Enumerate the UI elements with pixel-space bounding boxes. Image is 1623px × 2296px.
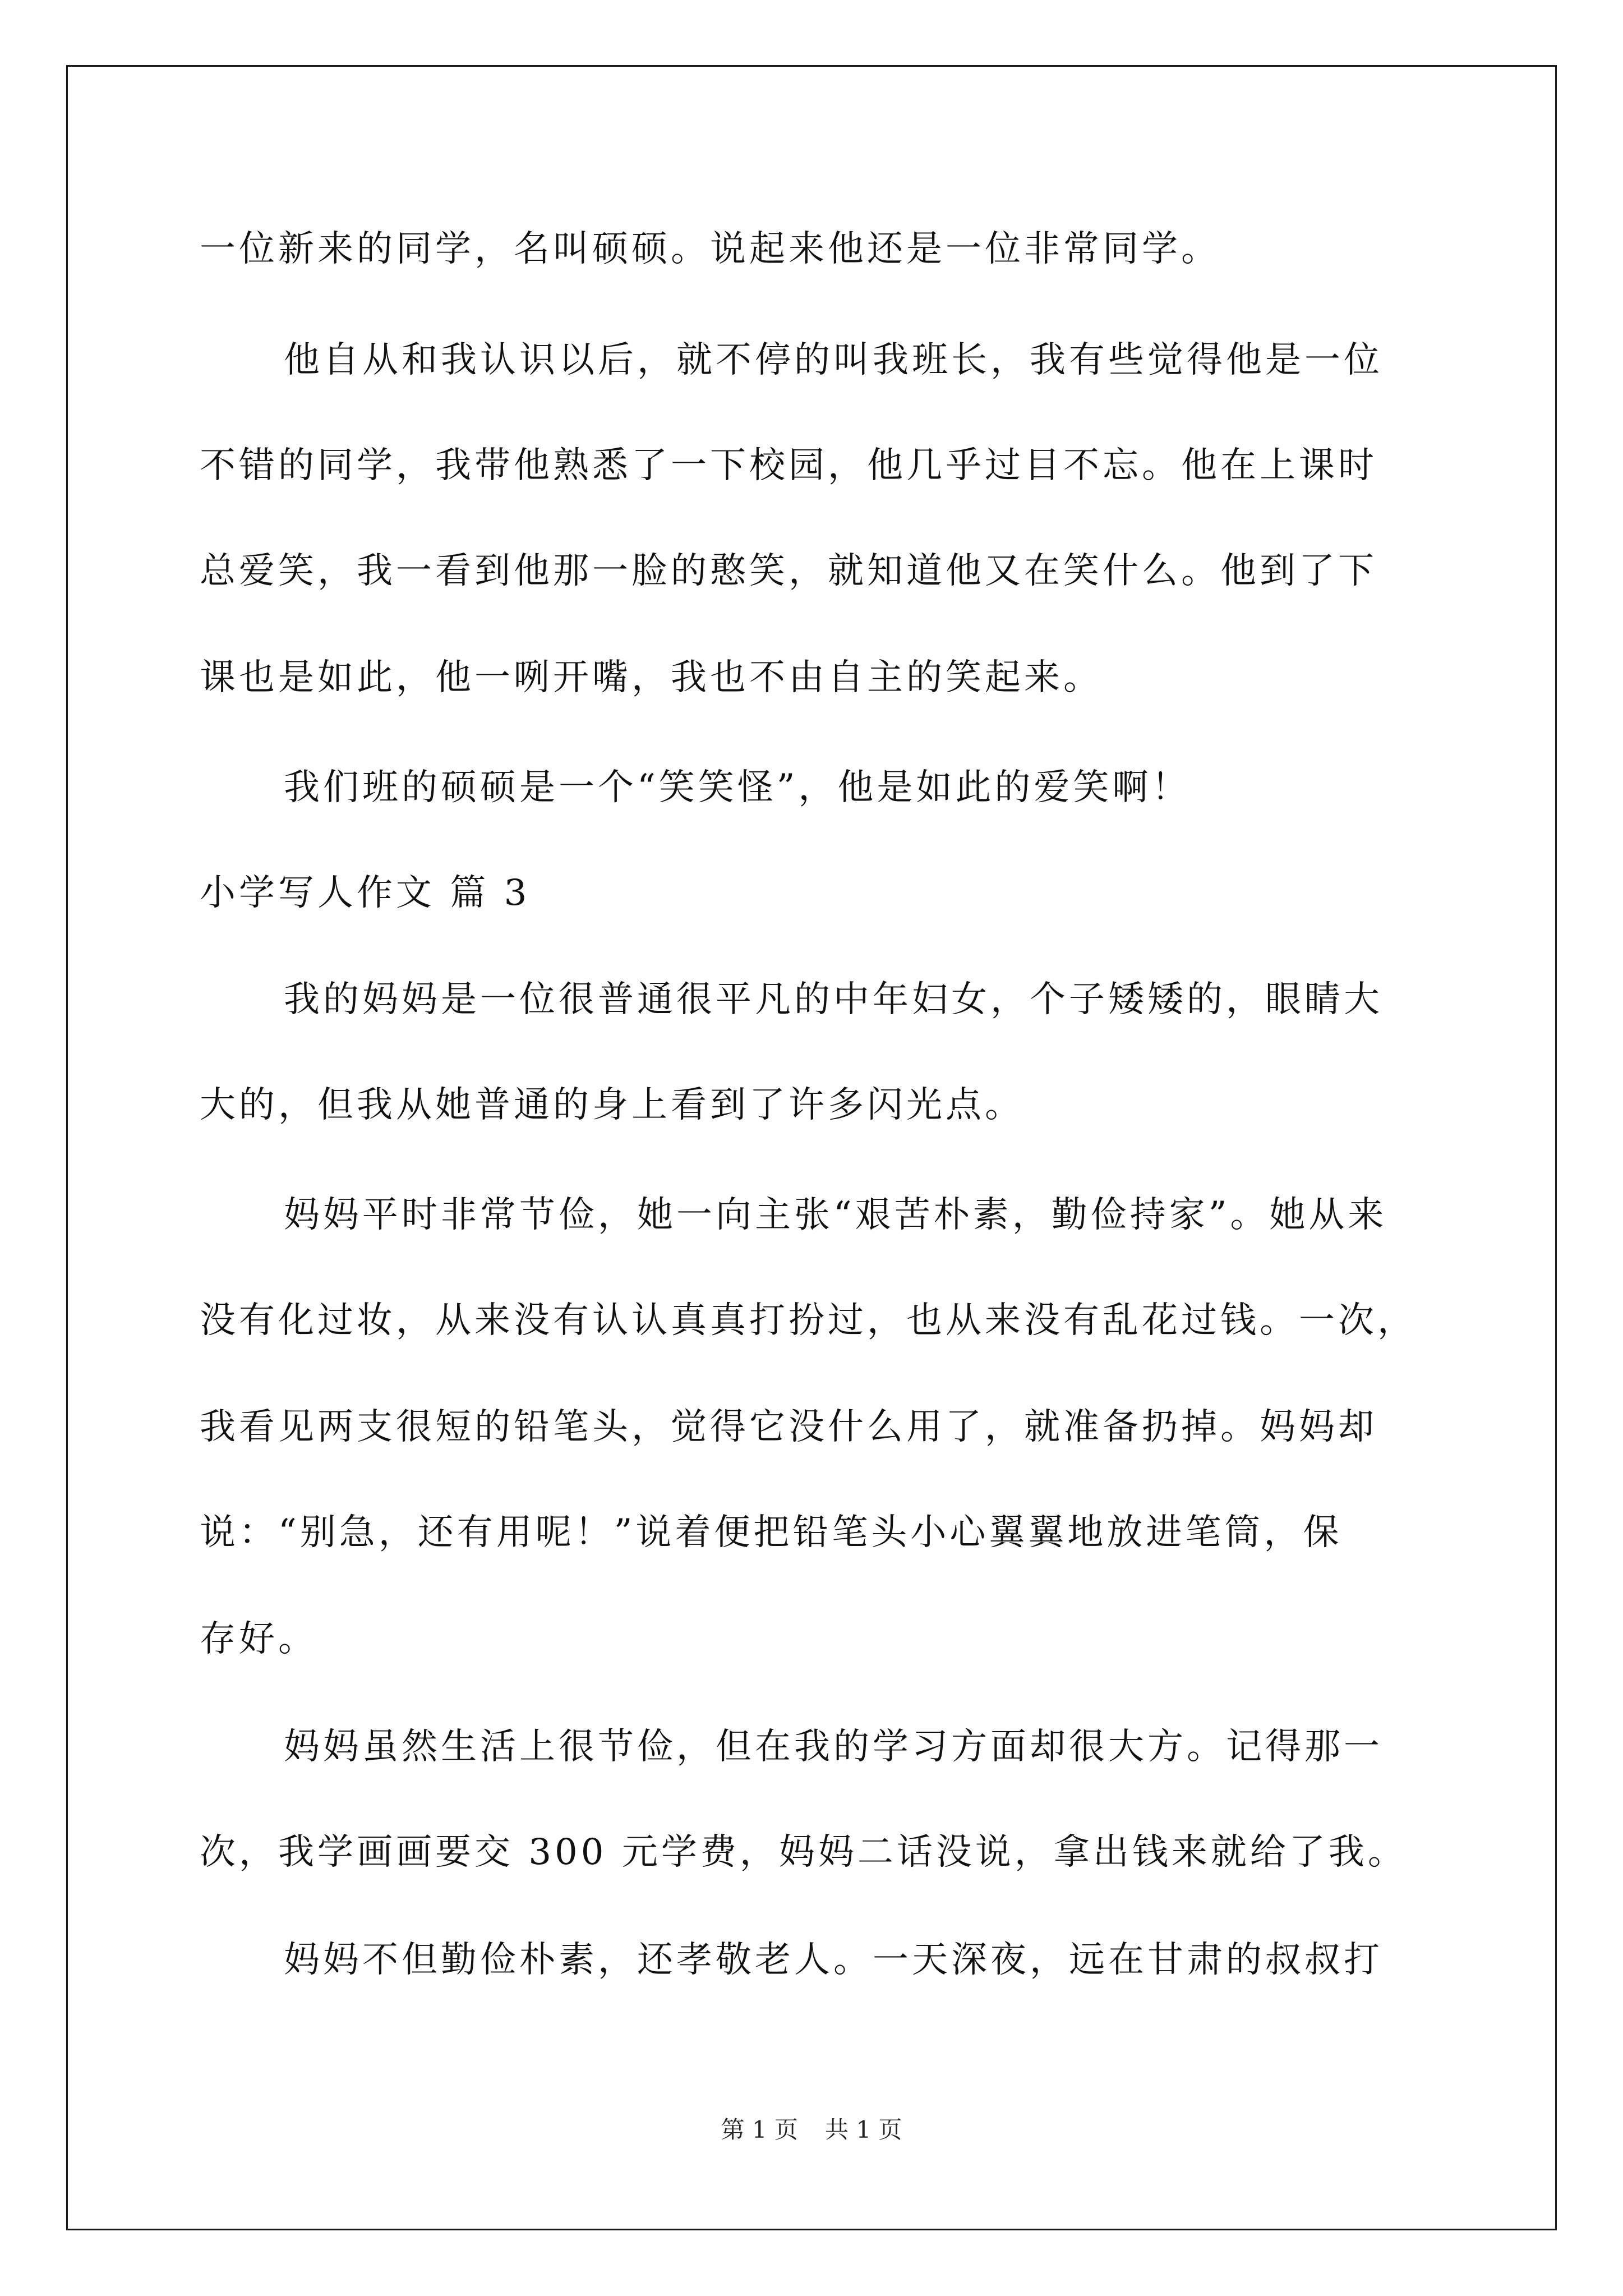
text-line-1: 一位新来的同学，名叫硕硕。说起来他还是一位非常同学。	[200, 228, 1220, 270]
footer-page-number: 第 1 页	[721, 2116, 798, 2143]
footer-page-total: 共 1 页	[825, 2116, 902, 2143]
text-line-2: 他自从和我认识以后，就不停的叫我班长，我有些觉得他是一位	[284, 339, 1383, 381]
text-line-13: 存好。	[200, 1618, 317, 1660]
text-line-14: 妈妈虽然生活上很节俭，但在我的学习方面却很大方。记得那一	[284, 1726, 1383, 1768]
text-line-10: 没有化过妆，从来没有认认真真打扮过，也从来没有乱花过钱。一次，	[200, 1300, 1417, 1341]
text-line-7: 我的妈妈是一位很普通很平凡的中年妇女，个子矮矮的，眼睛大	[284, 979, 1383, 1020]
text-line-8: 大的，但我从她普通的身上看到了许多闪光点。	[200, 1084, 1024, 1126]
page-border	[66, 65, 1557, 2230]
text-line-15: 次，我学画画要交 300 元学费，妈妈二话没说，拿出钱来就给了我。	[200, 1832, 1407, 1873]
text-line-16: 妈妈不但勤俭朴素，还孝敬老人。一天深夜，远在甘肃的叔叔打	[284, 1939, 1383, 1981]
text-line-12: 说：“别急，还有用呢！”说着便把铅笔头小心翼翼地放进笔筒，保	[200, 1512, 1343, 1553]
text-line-11: 我看见两支很短的铅笔头，觉得它没什么用了，就准备扔掉。妈妈却	[200, 1406, 1377, 1448]
text-line-5: 课也是如此，他一咧开嘴，我也不由自主的笑起来。	[200, 657, 1103, 698]
text-line-4: 总爱笑，我一看到他那一脸的憨笑，就知道他又在笑什么。他到了下	[200, 550, 1377, 592]
text-line-9: 妈妈平时非常节俭，她一向主张“艰苦朴素，勤俭持家”。她从来	[284, 1194, 1387, 1236]
section-heading: 小学写人作文 篇 3	[200, 872, 531, 914]
text-line-3: 不错的同学，我带他熟悉了一下校园，他几乎过目不忘。他在上课时	[200, 445, 1377, 486]
page-footer	[0, 2118, 1623, 2142]
text-line-6: 我们班的硕硕是一个“笑笑怪”，他是如此的爱笑啊！	[284, 767, 1191, 808]
